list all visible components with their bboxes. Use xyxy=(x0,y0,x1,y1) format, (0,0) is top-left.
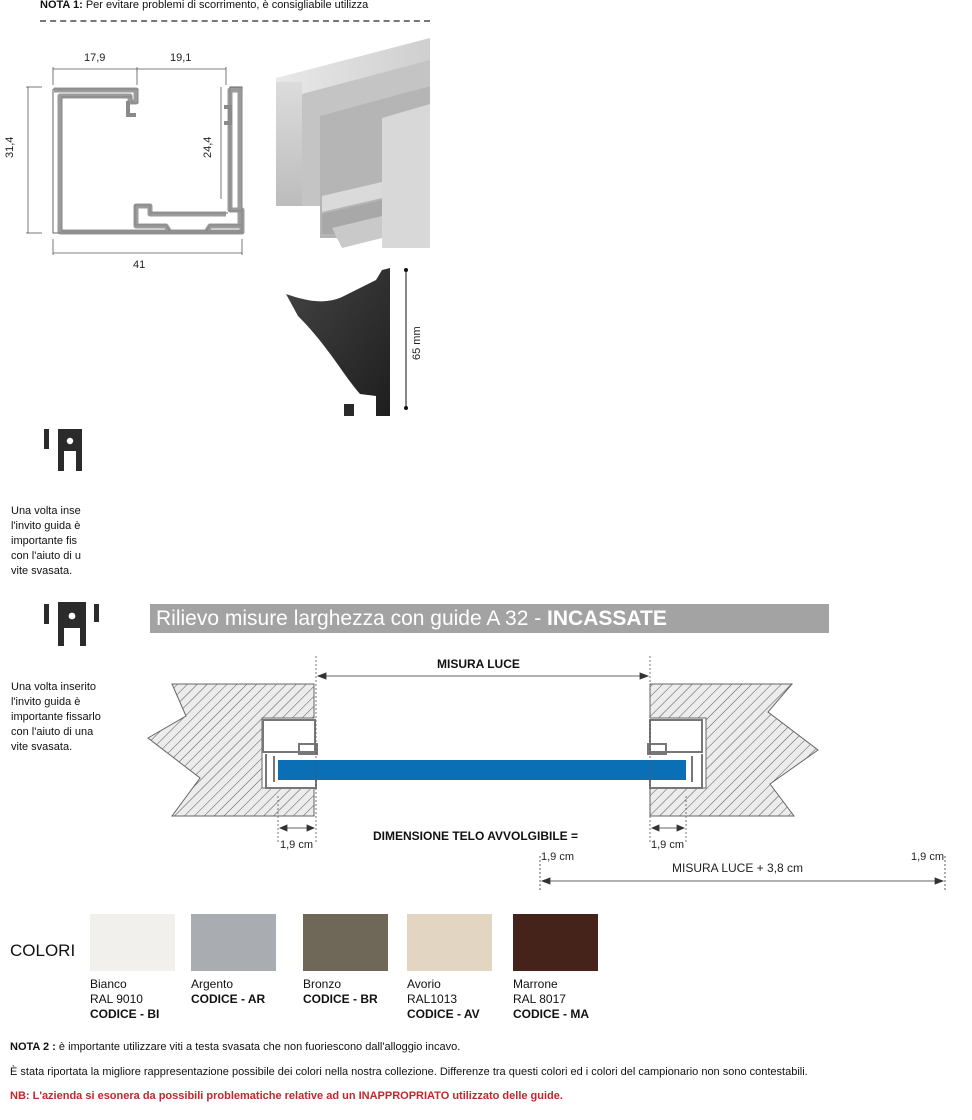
color-disclaimer: È stata riportata la migliore rappresentazione possibile dei colori nella nostra collezione. Differenze tra questi colori ed i colori del campionario non sono contestabili. xyxy=(10,1066,808,1078)
formula-label: MISURA LUCE + 3,8 cm xyxy=(672,861,804,875)
side-note-line: vite svasata. xyxy=(11,741,73,753)
swatch-caption-avorio xyxy=(407,977,480,1022)
swatch-bianco xyxy=(90,914,175,971)
side-note-line: l'invito guida è xyxy=(11,520,81,532)
dim-19-1: 19,1 xyxy=(170,52,192,64)
note-1-text: Per evitare problemi di scorrimento, è consigliabile utilizza xyxy=(85,0,369,11)
color-code: CODICE - BI xyxy=(90,1007,160,1021)
dim-24-4: 24,4 xyxy=(202,136,214,158)
side-note-line: l'invito guida è xyxy=(11,696,81,708)
note-1-prefix: NOTA 1: xyxy=(40,0,83,11)
side-note-line: Una volta inse xyxy=(11,505,81,517)
side-note xyxy=(11,680,141,755)
side-note-line: Una volta inserito xyxy=(11,681,96,693)
color-code: CODICE - BR xyxy=(303,992,378,1006)
note-1 xyxy=(40,0,430,22)
nb-disclaimer: NB: L'azienda si esonera da possibili problematiche relative ad un INAPPROPRIATO utilizzato delle guide. xyxy=(10,1090,563,1102)
swatch-caption-marrone xyxy=(513,977,589,1022)
installation-diagram xyxy=(146,656,826,851)
colors-title: COLORI xyxy=(10,941,76,960)
side-note-line: con l'aiuto di u xyxy=(11,550,81,562)
side-note-line: importante fissarlo xyxy=(11,711,101,723)
dimensione-telo-label: DIMENSIONE TELO AVVOLGIBILE = xyxy=(373,829,579,843)
side-note-cropped xyxy=(11,504,93,579)
note-2-text: è importante utilizzare viti a testa svasata che non fuoriescono dall'alloggio incavo. xyxy=(55,1041,461,1053)
profile-3d-render xyxy=(272,38,430,256)
note-2 xyxy=(10,1041,460,1053)
color-code: CODICE - AR xyxy=(191,992,266,1006)
banner-title-bold: INCASSATE xyxy=(547,607,667,630)
swatch-argento xyxy=(191,914,276,971)
side-note-line: con l'aiuto di una xyxy=(11,726,94,738)
right-cm-small: 1,9 cm xyxy=(651,839,685,851)
right-cm: 1,9 cm xyxy=(911,851,945,863)
swatch-marrone xyxy=(513,914,598,971)
color-code: CODICE - AV xyxy=(407,1007,480,1021)
dim-41: 41 xyxy=(133,259,146,271)
guide-clip-icon xyxy=(44,602,100,648)
color-name: Bronzo xyxy=(303,977,342,991)
section-banner xyxy=(150,604,829,633)
swatch-caption-bronzo xyxy=(303,977,378,1007)
color-code: CODICE - MA xyxy=(513,1007,589,1021)
left-cm-small: 1,9 cm xyxy=(280,839,314,851)
color-name: Marrone xyxy=(513,977,558,991)
left-cm: 1,9 cm xyxy=(541,851,575,863)
dim-31-4: 31,4 xyxy=(4,136,16,158)
swatch-avorio xyxy=(407,914,492,971)
swatch-caption-bianco xyxy=(90,977,159,1022)
dim-17-9: 17,9 xyxy=(84,52,106,64)
color-ral: RAL1013 xyxy=(407,992,458,1006)
swatch-bronzo xyxy=(303,914,388,971)
profile-section-drawing xyxy=(10,45,260,280)
misura-luce-label: MISURA LUCE xyxy=(437,657,520,671)
dim-65mm: 65 mm xyxy=(411,326,423,360)
color-name: Avorio xyxy=(407,977,441,991)
color-ral: RAL 9010 xyxy=(90,992,143,1006)
color-ral: RAL 8017 xyxy=(513,992,566,1006)
banner-title: Rilievo misure larghezza con guide A 32 - xyxy=(156,607,548,630)
note-2-prefix: NOTA 2 : xyxy=(10,1041,56,1053)
color-name: Bianco xyxy=(90,977,127,991)
side-note-line: importante fis xyxy=(11,535,78,547)
swatch-caption-argento xyxy=(191,977,265,1007)
side-note-line: vite svasata. xyxy=(11,565,73,577)
guide-clip-icon xyxy=(44,429,86,473)
color-name: Argento xyxy=(191,977,234,991)
